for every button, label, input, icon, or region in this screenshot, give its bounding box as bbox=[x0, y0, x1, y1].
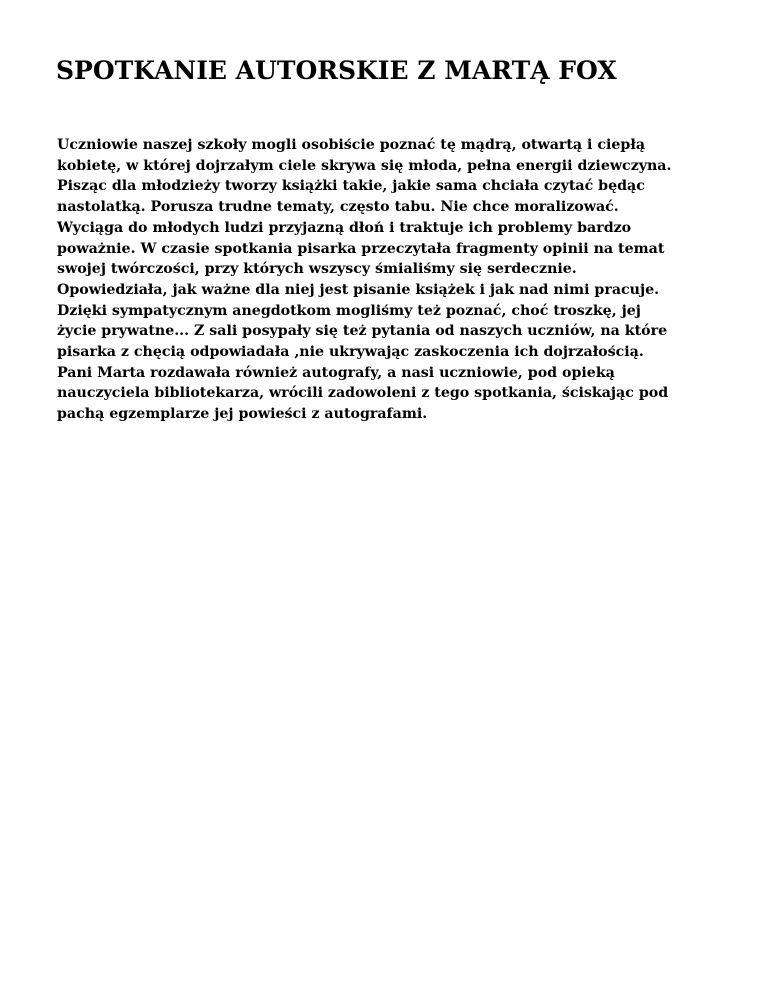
paragraph-line: nauczyciela bibliotekarza, wrócili zadowoleni z tego spotkania, ściskając pod bbox=[57, 385, 669, 402]
paragraph-line: życie prywatne... Z sali posypały się też pytania od naszych uczniów, na które bbox=[57, 323, 668, 340]
paragraph-line: pachą egzemplarze jej powieści z autografami. bbox=[57, 406, 428, 423]
paragraph-line: nastolatką. Porusza trudne tematy, często tabu. Nie chce moralizować. bbox=[57, 199, 619, 216]
article-paragraph bbox=[57, 135, 717, 425]
paragraph-line: swojej twórczości, przy których wszyscy śmialiśmy się serdecznie. bbox=[57, 261, 577, 278]
paragraph-line: Opowiedziała, jak ważne dla niej jest pisanie książek i jak nad nimi pracuje. bbox=[57, 281, 660, 298]
paragraph-line: Uczniowie naszej szkoły mogli osobiście poznać tę mądrą, otwartą i ciepłą bbox=[57, 137, 646, 153]
paragraph-line: kobietę, w której dojrzałym ciele skrywa się młoda, pełna energii dziewczyna. bbox=[57, 157, 672, 174]
article-title: SPOTKANIE AUTORSKIE Z MARTĄ FOX bbox=[56, 56, 617, 85]
paragraph-line: poważnie. W czasie spotkania pisarka przeczytała fragmenty opinii na temat bbox=[57, 240, 665, 257]
paragraph-line: Dzięki sympatycznym anegdotkom mogliśmy też poznać, choć troszkę, jej bbox=[57, 302, 641, 319]
paragraph-line: Pisząc dla młodzieży tworzy książki takie, jakie sama chciała czytać będąc bbox=[57, 178, 645, 195]
paragraph-line: Wyciąga do młodych ludzi przyjazną dłoń i traktuje ich problemy bardzo bbox=[57, 219, 632, 236]
paragraph-line: pisarka z chęcią odpowiadała ,nie ukrywając zaskoczenia ich dojrzałością. bbox=[57, 344, 644, 361]
paragraph-line: Pani Marta rozdawała również autografy, a nasi uczniowie, pod opieką bbox=[57, 364, 615, 381]
